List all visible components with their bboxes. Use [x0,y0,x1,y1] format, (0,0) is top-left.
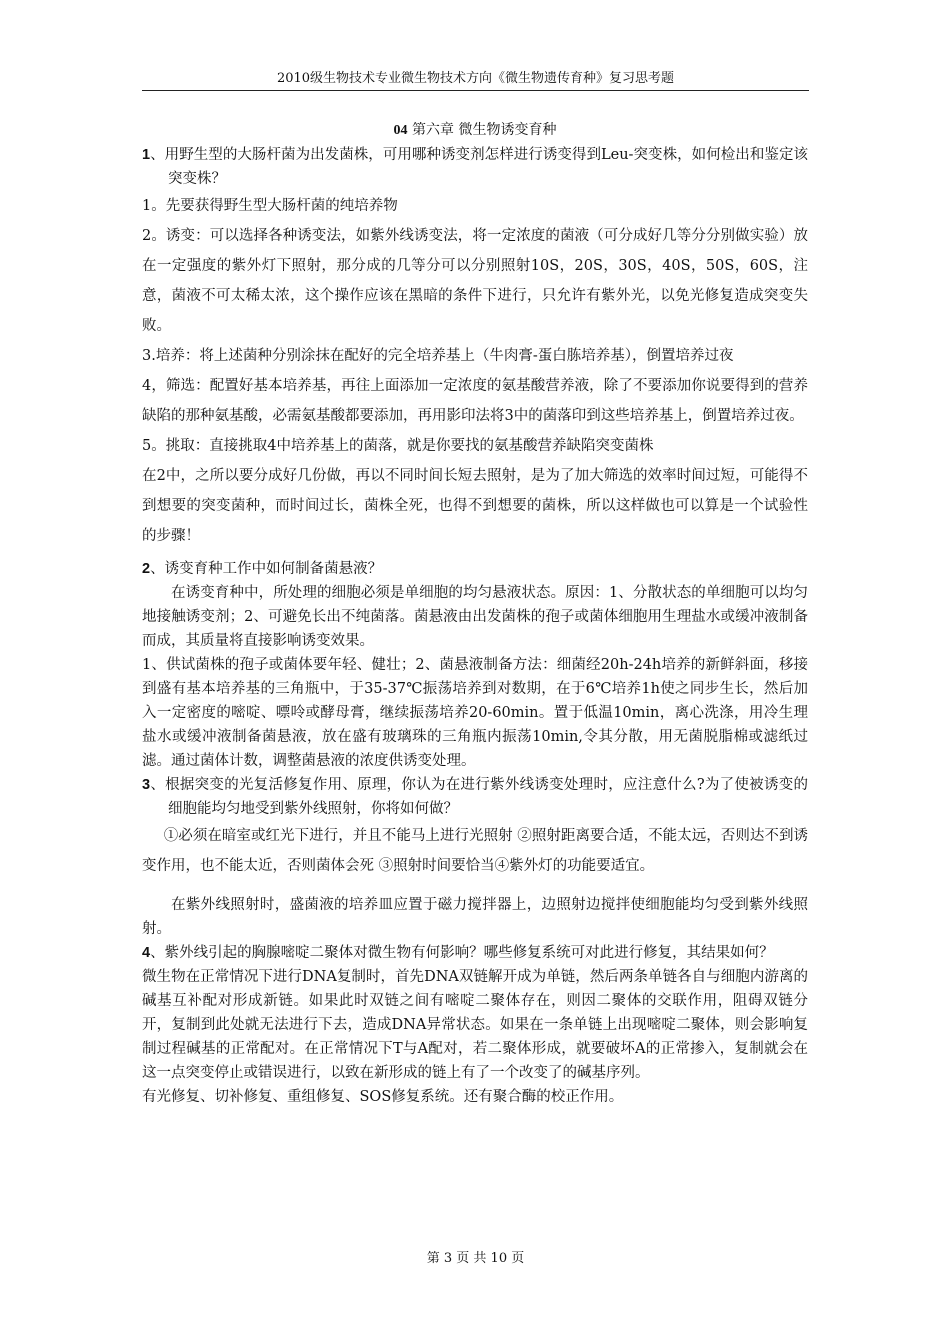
question-text: 、根据突变的光复活修复作用、原理，你认为在进行紫外线诱变处理时，应注意什么?为了使被诱变的细胞能均匀地受到紫外线照射，你将如何做？ [150,777,808,817]
question-number: 3 [142,777,151,793]
answer-paragraph: 在诱变育种中，所处理的细胞必须是单细胞的均匀悬液状态。原因：1、分散状态的单细胞可以均匀地接触诱变剂；2、可避免长出不纯菌落。菌悬液由出发菌株的孢子或菌体细胞用生理盐水或缓冲液制备而成，其质量将直接影响诱变效果。 [142,585,808,649]
question-text: 、紫外线引起的胸腺嘧啶二聚体对微生物有何影响？哪些修复系统可对此进行修复，其结果如何？ [150,945,774,961]
answer-paragraph: 有光修复、切补修复、重组修复、SOS修复系统。还有聚合酶的校正作用。 [142,1089,624,1105]
answer-paragraph: 2。诱变：可以选择各种诱变法，如紫外线诱变法，将一定浓度的菌液（可分成好几等分分别做实验）放在一定强度的紫外灯下照射，那分成的几等分可以分别照射10S，20S，30S，40S，50S，60S，注意，菌液不可太稀太浓，这个操作应该在黑暗的条件下进行，只允许有紫外光，以免光修复造成突变失败。 [142,228,808,334]
chapter-number: 04 [393,123,408,138]
answer-paragraph: 4，筛选：配置好基本培养基，再往上面添加一定浓度的氨基酸营养液，除了不要添加你说要得到的营养缺陷的那种氨基酸，必需氨基酸都要添加，再用影印法将3中的菌落印到这些培养基上，倒置培养过夜。 [142,378,808,424]
question-1 [142,143,808,191]
answer-paragraph: 5。挑取：直接挑取4中培养基上的菌落，就是你要找的氨基酸营养缺陷突变菌株 [142,438,654,454]
answer-paragraph: 1。先要获得野生型大肠杆菌的纯培养物 [142,198,398,214]
answer-paragraph: 在2中，之所以要分成好几份做，再以不同时间长短去照射，是为了加大筛选的效率时间过短，可能得不到想要的突变菌种，而时间过长，菌株全死，也得不到想要的菌株，所以这样做也可以算是一个试验性的步骤！ [142,468,808,544]
chapter-name: 第六章 微生物诱变育种 [407,122,557,138]
page-content [142,120,808,1109]
question-3 [142,773,808,821]
question-4 [142,941,808,965]
question-number: 1 [142,147,151,163]
answer-paragraph: 在紫外线照射时，盛菌液的培养皿应置于磁力搅拌器上，边照射边搅拌使细胞能均匀受到紫外线照射。 [142,897,808,937]
question-text: 、诱变育种工作中如何制备菌悬液？ [150,561,383,577]
answer-paragraph: 1、供试菌株的孢子或菌体要年轻、健壮；2、菌悬液制备方法：细菌经20h-24h培养的新鲜斜面，移接到盛有基本培养基的三角瓶中，于35-37℃振荡培养到对数期，在于6℃培养1h使之同步生长，然后加入一定密度的嘧啶、嘌呤或酵母膏，继续振荡培养20-60min。置于低温10min，离心洗涤，用冷生理盐水或缓冲液制备菌悬液，放在盛有玻璃珠的三角瓶内振荡10min,令其分散，用无菌脱脂棉或滤纸过滤。通过菌体计数，调整菌悬液的浓度供诱变处理。 [142,657,808,769]
answer-paragraph: ①必须在暗室或红光下进行，并且不能马上进行光照射 ②照射距离要合适，不能太远，否则达不到诱变作用，也不能太近，否则菌体会死 ③照射时间要恰当④紫外灯的功能要适宜。 [142,828,808,874]
question-number: 4 [142,945,151,961]
page-footer: 第 3 页 共 10 页 [426,1251,525,1266]
question-2 [142,557,808,581]
answer-paragraph: 3.培养：将上述菌种分别涂抹在配好的完全培养基上（牛肉膏-蛋白胨培养基），倒置培养过夜 [142,348,734,364]
answer-paragraph: 微生物在正常情况下进行DNA复制时，首先DNA双链解开成为单链，然后两条单链各自与细胞内游离的碱基互补配对形成新链。如果此时双链之间有嘧啶二聚体存在，则因二聚体的交联作用，阻碍双链分开，复制到此处就无法进行下去，造成DNA异常状态。如果在一条单链上出现嘧啶二聚体，则会影响复制过程碱基的正常配对。在正常情况下T与A配对，若二聚体形成，就要破坏A的正常掺入，复制就会在这一点突变停止或错误进行，以致在新形成的链上有了一个改变了的碱基序列。 [142,969,808,1081]
question-number: 2 [142,561,151,577]
page-header: 2010级生物技术专业微生物技术方向《微生物遗传育种》复习思考题 [142,70,809,91]
question-text: 、用野生型的大肠杆菌为出发菌株，可用哪种诱变剂怎样进行诱变得到Leu-突变株，如何检出和鉴定该突变株？ [150,147,808,187]
chapter-title [142,120,808,141]
